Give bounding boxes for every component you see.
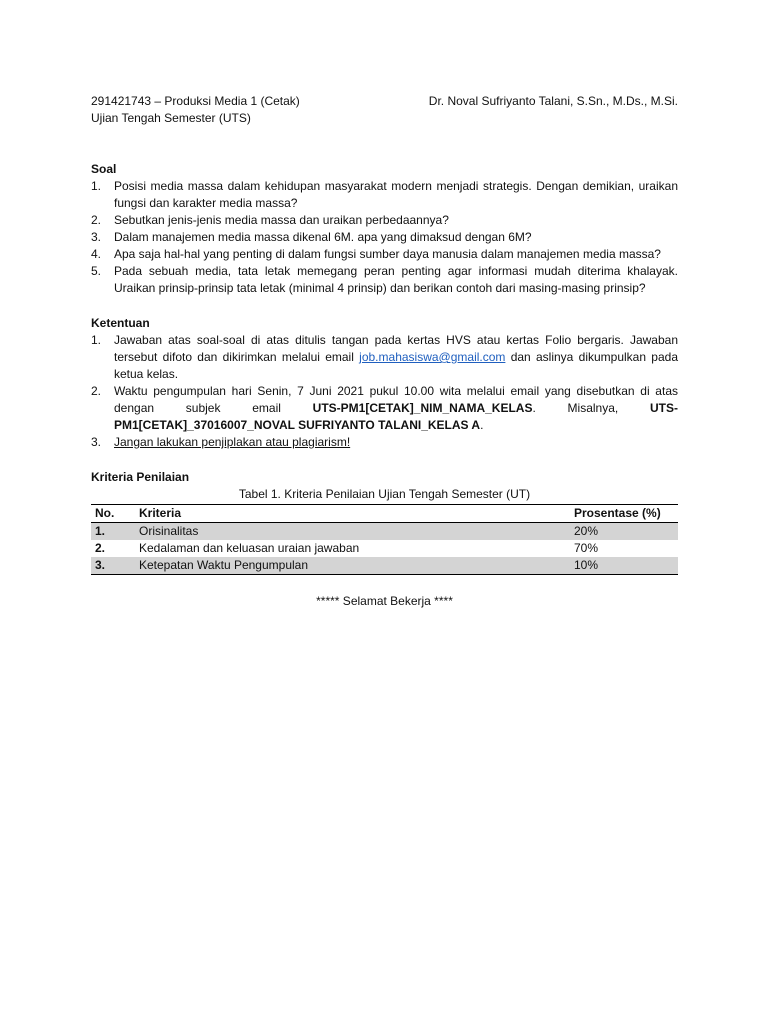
ketentuan-item — [91, 434, 678, 451]
ketentuan-item-text: Jawaban atas soal-soal di atas ditulis tangan pada kertas HVS atau kertas Folio bergaris. Jawaban tersebut difoto dan dikirimkan melalui email — [114, 333, 678, 364]
ketentuan-item — [91, 332, 678, 383]
ketentuan-item-text: Waktu pengumpulan hari Senin, 7 Juni 2021 pukul 10.00 wita melalui email yang disebutkan di atas dengan subjek email — [114, 384, 678, 415]
soal-item-number: 3. — [91, 230, 102, 244]
plagiarism-warning: Jangan lakukan penjiplakan atau plagiarism! — [114, 435, 351, 449]
soal-item-number: 2. — [91, 213, 102, 227]
email-link[interactable]: job.mahasiswa@gmail.com — [359, 350, 506, 364]
soal-item — [91, 229, 678, 246]
column-header-prosentase: Prosentase (%) — [574, 506, 661, 520]
soal-title: Soal — [91, 162, 117, 176]
ketentuan-item-number: 2. — [91, 384, 102, 398]
soal-item — [91, 263, 678, 297]
soal-item-number: 1. — [91, 179, 102, 193]
row-number: 3. — [91, 557, 135, 575]
ketentuan-title: Ketentuan — [91, 316, 150, 330]
soal-item-text: Apa saja hal-hal yang penting di dalam fungsi sumber daya manusia dalam manajemen media massa? — [114, 247, 661, 261]
soal-item — [91, 246, 678, 263]
lecturer-name: Dr. Noval Sufriyanto Talani, S.Sn., M.Ds., M.Si. — [428, 94, 678, 108]
row-prosentase: 20% — [570, 523, 678, 541]
soal-item-text: Sebutkan jenis-jenis media massa dan uraikan perbedaannya? — [114, 213, 449, 227]
soal-item — [91, 178, 678, 212]
column-header-no: No. — [95, 506, 115, 520]
ketentuan-item-number: 1. — [91, 333, 102, 347]
row-number: 1. — [91, 523, 135, 541]
row-number: 2. — [95, 541, 106, 555]
soal-item-text: Dalam manajemen media massa dikenal 6M. apa yang dimaksud dengan 6M? — [114, 230, 532, 244]
soal-item — [91, 212, 678, 229]
soal-item-number: 4. — [91, 247, 102, 261]
email-subject-example: UTS-PM1[CETAK]_37016007_NOVAL SUFRIYANTO TALANI_KELAS A — [114, 401, 678, 432]
email-subject-format: UTS-PM1[CETAK]_NIM_NAMA_KELAS — [312, 401, 533, 415]
row-prosentase: 10% — [570, 557, 678, 575]
closing-text: ***** Selamat Bekerja **** — [316, 594, 453, 608]
exam-title: Ujian Tengah Semester (UTS) — [91, 111, 251, 125]
row-prosentase: 70% — [574, 541, 599, 555]
soal-item-text: Posisi media massa dalam kehidupan masyarakat modern menjadi strategis. Dengan demikian, uraikan fungsi dan karakter media massa? — [114, 179, 678, 210]
ketentuan-item-text: . Misalnya, — [532, 401, 650, 415]
course-title: 291421743 – Produksi Media 1 (Cetak) — [91, 94, 300, 108]
row-kriteria: Kedalaman dan keluasan uraian jawaban — [139, 541, 360, 555]
ketentuan-item — [91, 383, 678, 434]
column-header-kriteria: Kriteria — [139, 506, 182, 520]
row-kriteria: Orisinalitas — [135, 523, 570, 541]
table-row — [91, 557, 678, 575]
ketentuan-list — [91, 332, 678, 451]
kriteria-title: Kriteria Penilaian — [91, 470, 190, 484]
soal-list — [91, 178, 678, 297]
table-row — [91, 523, 678, 541]
table-header-row — [91, 505, 678, 523]
ketentuan-item-number: 3. — [91, 435, 102, 449]
table-caption: Tabel 1. Kriteria Penilaian Ujian Tengah Semester (UT) — [238, 487, 531, 501]
soal-item-text: Pada sebuah media, tata letak memegang peran penting agar informasi mudah diterima khalayak. Uraikan prinsip-prinsip tata letak (minimal 4 prinsip) dan berikan contoh dari masing-masing prinsip? — [114, 264, 678, 295]
ketentuan-item-text: . — [480, 418, 484, 432]
soal-item-number: 5. — [91, 264, 102, 278]
ketentuan-item-text: dan aslinya dikumpulkan pada ketua kelas. — [114, 350, 678, 381]
kriteria-table — [91, 504, 678, 575]
table-row — [91, 540, 678, 557]
row-kriteria: Ketepatan Waktu Pengumpulan — [135, 557, 570, 575]
document-content — [91, 93, 678, 610]
document-header — [91, 93, 678, 110]
